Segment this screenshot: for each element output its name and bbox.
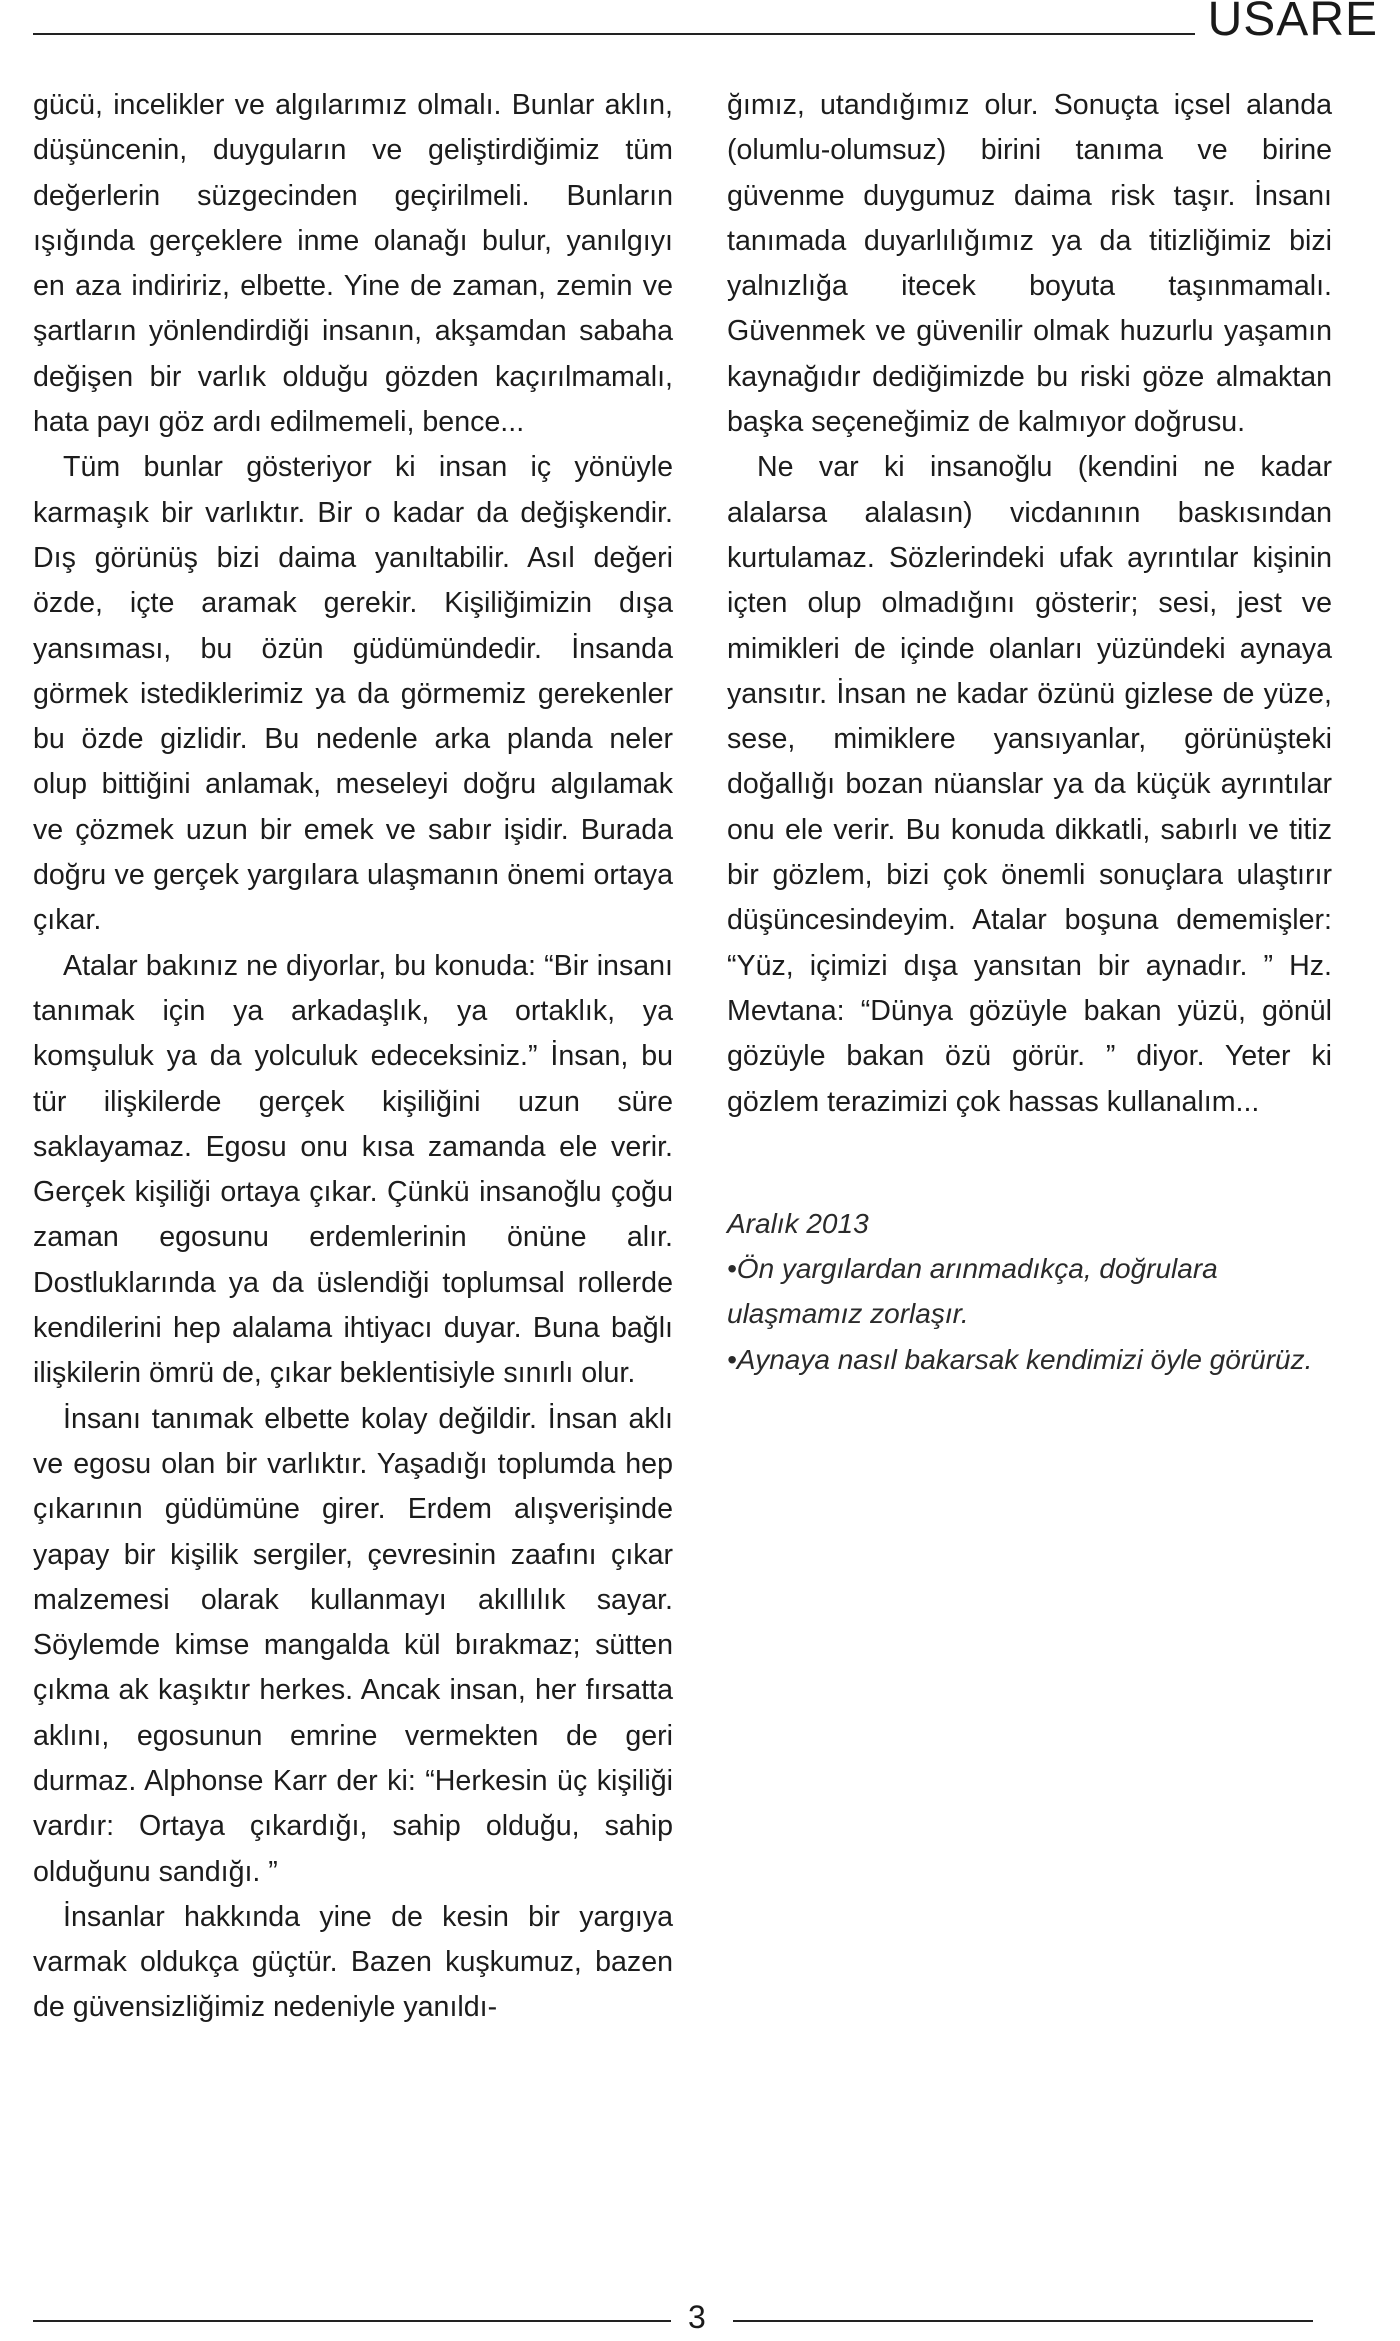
paragraph: ğımız, utandığımız olur. Sonuçta içsel alanda (olumlu-olumsuz) birini tanıma ve birine güvenme duygumuz daima risk taşır. İnsanı tanımada duyarlılığımız ya da titizliğimiz bizi yalnızlığa itecek boyuta taşınmamalı. Güvenmek ve güvenilir olmak huzurlu yaşamın kaynağıdır dediğimizde bu riski göze almaktan başka seçeneğimiz de kalmıyor doğrusu.	[727, 89, 1332, 439]
paragraph: İnsanlar hakkında yine de kesin bir yargıya varmak oldukça güçtür. Bazen kuşkumuz, bazen de güvensizliğimiz nedeniyle yanıldı-	[33, 1900, 673, 2024]
paragraph: İnsanı tanımak elbette kolay değildir. İnsan aklı ve egosu olan bir varlıktır. Yaşadığı toplumda hep çıkarının güdümüne girer. Erdem alışverişinde yapay bir kişilik sergiler, çevresinin zaafını çıkar malzemesi olarak kullanmayı akıllılık sayar. Söylemde kimse mangalda kül bırakmaz; sütten çıkma ak kaşıktır herkes. Ancak insan, her fırsatta aklını, egosunun emrine vermekten de geri durmaz. Alphonse Karr der ki: “Herkesin üç kişiliği vardır: Ortaya çıkardığı, sahip olduğu, sahip olduğunu sandığı. ”	[33, 1402, 673, 1888]
page-number: 3	[688, 2299, 706, 2335]
footer-rule-left	[33, 2320, 671, 2322]
page-footer	[33, 2299, 1378, 2335]
paragraph: Atalar bakınız ne diyorlar, bu konuda: “Bir insanı tanımak için ya arkadaşlık, ya ortaklık, ya komşuluk ya da yolculuk edeceksiniz.” İnsan, bu tür ilişkilerde gerçek kişiliğini uzun süre saklayamaz. Egosu onu kısa zamanda ele verir. Gerçek kişiliği ortaya çıkar. Çünkü insanoğlu çoğu zaman egosunu erdemlerinin önüne alır. Dostluklarında ya da üslendiği toplumsal rollerde kendilerini hep alalama ihtiyacı duyar. Buna bağlı ilişkilerin ömrü de, çıkar beklentisiyle sınırlı olur.	[33, 949, 673, 1390]
page-header	[33, 0, 1378, 50]
paragraph: Tüm bunlar gösteriyor ki insan iç yönüyle karmaşık bir varlıktır. Bir o kadar da değişkendir. Dış görünüş bizi daima yanıltabilir. Asıl değeri özde, içte aramak gerekir. Kişiliğimizin dışa yansıması, bu özün güdümündedir. İnsanda görmek istediklerimiz ya da görmemiz gerekenler bu özde gizlidir. Bu nedenle arka planda neler olup bittiğini anlamak, meseleyi doğru algılamak ve çözmek uzun bir emek ve sabır işidir. Burada doğru ve gerçek yargılara ulaşmanın önemi ortaya çıkar.	[33, 451, 673, 937]
paragraph: gücü, incelikler ve algılarımız olmalı. Bunlar aklın, düşüncenin, duyguların ve geliştirdiğimiz tüm değerlerin süzgecinden geçirilmeli. Bunların ışığında gerçeklere inme olanağı bulur, yanılgıyı en aza indiririz, elbette. Yine de zaman, zemin ve şartların yönlendirdiği insanın, akşamdan sabaha değişen bir varlık olduğu gözden kaçırılmamalı, hata payı göz ardı edilmemeli, bence...	[33, 89, 673, 439]
note-date: Aralık 2013	[727, 1207, 869, 1239]
publication-title: USARE	[1207, 0, 1378, 46]
left-column	[33, 83, 673, 2031]
paragraph: Ne var ki insanoğlu (kendini ne kadar alalarsa alalasın) vicdanının baskısından kurtulamaz. Sözlerindeki ufak ayrıntılar kişinin içten olup olmadığını gösterir; sesi, jest ve mimikleri de içinde olanları yüzündeki aynaya yansıtır. İnsan ne kadar özünü gizlese de yüze, sese, mimiklere yansıyanlar, görünüşteki doğallığı bozan nüanslar ya da küçük ayrıntılar onu ele verir. Bu konuda dikkatli, sabırlı ve titiz bir gözlem, bizi çok önemli sonuçlara ulaştırır düşüncesindeyim. Atalar boşuna dememişler: “Yüz, içimizi dışa yansıtan bir aynadır. ” Hz. Mevtana: “Dünya gözüyle bakan yüzü, gönül gözüyle bakan özü görür. ” diyor. Yeter ki gözlem terazimizi çok hassas kullanalım...	[727, 451, 1332, 1118]
note-item: •Ön yargılardan arınmadıkça, doğrulara ulaşmamız zorlaşır.	[727, 1253, 1218, 1330]
header-rule	[33, 33, 1195, 35]
note-item: •Aynaya nasıl bakarsak kendimizi öyle görürüz.	[727, 1343, 1313, 1375]
footer-rule-right	[733, 2320, 1313, 2322]
right-column	[727, 83, 1332, 1382]
author-notes	[727, 1201, 1332, 1382]
